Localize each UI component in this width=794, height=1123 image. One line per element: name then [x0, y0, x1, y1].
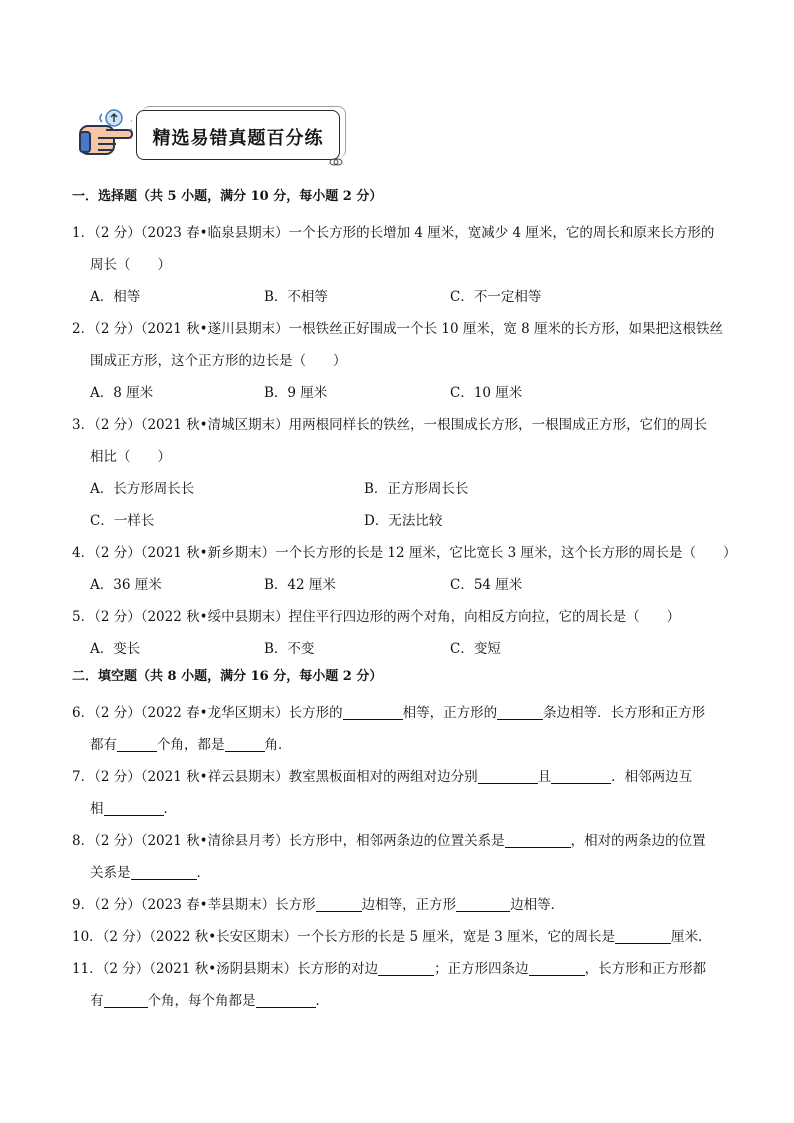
question-text: 2．（2 分）（2021 秋•遂川县期末）一根铁丝正好围成一个长 10 厘米，宽 8 厘米的长方形，如果把这根铁丝 — [72, 321, 724, 337]
option-d[interactable]: D．无法比较 — [364, 513, 443, 529]
question-text: 角． — [264, 737, 292, 753]
option-c[interactable]: C．一样长 — [90, 513, 155, 529]
question-text: 相比（ ） — [90, 449, 171, 465]
question-text: 4．（2 分）（2021 秋•新乡期末）一个长方形的长是 12 厘米，它比宽长 3 厘米，这个长方形的周长是（ ） — [72, 545, 737, 561]
options-row — [72, 569, 732, 601]
question-text: ，长方形和正方形都 — [584, 961, 707, 977]
options-row — [72, 505, 732, 537]
question-text: ．相邻两边互 — [611, 769, 693, 785]
option-a[interactable]: A．36 厘米 — [90, 577, 162, 593]
banner-title: 精选易错真题百分练 — [152, 128, 324, 149]
option-a[interactable]: A．相等 — [90, 289, 141, 305]
question-text: 条边相等．长方形和正方形 — [543, 705, 706, 721]
question-text: 3．（2 分）（2021 秋•清城区期末）用两根同样长的铁丝，一根围成长方形，一根围成正方形，它们的周长 — [72, 417, 708, 433]
option-b[interactable]: B．不变 — [264, 641, 315, 657]
options-row — [72, 281, 732, 313]
question-text: 相等，正方形的 — [402, 705, 498, 721]
question-text: 7．（2 分）（2021 秋•祥云县期末）教室黑板面相对的两组对边分别 — [72, 769, 478, 785]
question-text: 相 — [90, 801, 104, 817]
question-5 — [72, 601, 732, 665]
option-b[interactable]: B．9 厘米 — [264, 385, 328, 401]
question-text: 1．（2 分）（2023 春•临泉县期末）一个长方形的长增加 4 厘米，宽减少 4 厘米，它的周长和原来长方形的 — [72, 225, 715, 241]
question-text: ，相对的两条边的位置 — [570, 833, 706, 849]
section-fill-title: 二．填空题（共 8 小题，满分 16 分，每小题 2 分） — [72, 669, 383, 684]
question-3 — [72, 409, 732, 537]
answer-blank[interactable] — [456, 895, 510, 912]
answer-blank[interactable] — [505, 831, 571, 848]
answer-blank[interactable] — [256, 991, 316, 1008]
option-b[interactable]: B．正方形周长长 — [364, 481, 469, 497]
answer-blank[interactable] — [104, 991, 148, 1008]
header-banner — [76, 104, 356, 166]
question-text: 6．（2 分）（2022 春•龙华区期末）长方形的 — [72, 705, 343, 721]
question-8 — [72, 825, 732, 889]
option-b[interactable]: B．不相等 — [264, 289, 328, 305]
option-c[interactable]: C．不一定相等 — [450, 289, 542, 305]
question-text: ． — [196, 865, 210, 881]
answer-blank[interactable] — [117, 735, 157, 752]
question-6 — [72, 697, 732, 761]
question-10 — [72, 921, 732, 953]
worksheet-content — [72, 185, 737, 1017]
question-text: 厘米． — [671, 929, 712, 945]
option-c[interactable]: C．10 厘米 — [450, 385, 523, 401]
question-text: ；正方形四条边 — [434, 961, 529, 977]
answer-blank[interactable] — [225, 735, 265, 752]
answer-blank[interactable] — [551, 767, 611, 784]
question-text: ． — [163, 801, 177, 817]
option-c[interactable]: C．54 厘米 — [450, 577, 523, 593]
question-4 — [72, 537, 737, 601]
question-1 — [72, 217, 732, 313]
option-a[interactable]: A．变长 — [90, 641, 141, 657]
question-text: 11．（2 分）（2021 秋•汤阴县期末）长方形的对边 — [72, 961, 379, 977]
question-text: 有 — [90, 993, 104, 1009]
question-7 — [72, 761, 732, 825]
decorative-loop-icon — [329, 157, 343, 167]
question-text: 5．（2 分）（2022 秋•绥中县期末）捏住平行四边形的两个对角，向相反方向拉，它的周长是（ ） — [72, 609, 681, 625]
option-a[interactable]: A．8 厘米 — [90, 385, 154, 401]
option-b[interactable]: B．42 厘米 — [264, 577, 336, 593]
options-row — [72, 377, 732, 409]
question-text: 边相等． — [510, 897, 565, 913]
answer-blank[interactable] — [615, 927, 671, 944]
question-11 — [72, 953, 732, 1017]
question-2 — [72, 313, 732, 409]
option-a[interactable]: A．长方形周长长 — [90, 481, 195, 497]
pointing-hand-icon — [76, 108, 134, 162]
question-text: 个角，都是 — [157, 737, 225, 753]
answer-blank[interactable] — [131, 863, 197, 880]
banner-frame — [136, 110, 340, 160]
answer-blank[interactable] — [316, 895, 362, 912]
answer-blank[interactable] — [343, 703, 403, 720]
question-text: 个角，每个角都是 — [147, 993, 256, 1009]
question-text: ． — [315, 993, 329, 1009]
answer-blank[interactable] — [497, 703, 543, 720]
question-text: 周长（ ） — [90, 257, 171, 273]
question-text: 10．（2 分）（2022 秋•长安区期末）一个长方形的长是 5 厘米，宽是 3 厘米，它的周长是 — [72, 929, 616, 945]
options-row — [72, 633, 732, 665]
question-9 — [72, 889, 732, 921]
question-text: 且 — [537, 769, 552, 785]
banner-dots: · · · — [130, 117, 133, 142]
answer-blank[interactable] — [478, 767, 538, 784]
answer-blank[interactable] — [529, 959, 585, 976]
answer-blank[interactable] — [378, 959, 434, 976]
option-c[interactable]: C．变短 — [450, 641, 501, 657]
options-row — [72, 473, 732, 505]
question-text: 都有 — [90, 737, 117, 753]
question-text: 8．（2 分）（2021 秋•清徐县月考）长方形中，相邻两条边的位置关系是 — [72, 833, 505, 849]
question-text: 围成正方形，这个正方形的边长是（ ） — [90, 353, 347, 369]
answer-blank[interactable] — [104, 799, 164, 816]
section-choice-title: 一．选择题（共 5 小题，满分 10 分，每小题 2 分） — [72, 189, 383, 204]
question-text: 关系是 — [90, 865, 131, 881]
question-text: 边相等，正方形 — [361, 897, 457, 913]
question-text: 9．（2 分）（2023 春•莘县期末）长方形 — [72, 897, 316, 913]
